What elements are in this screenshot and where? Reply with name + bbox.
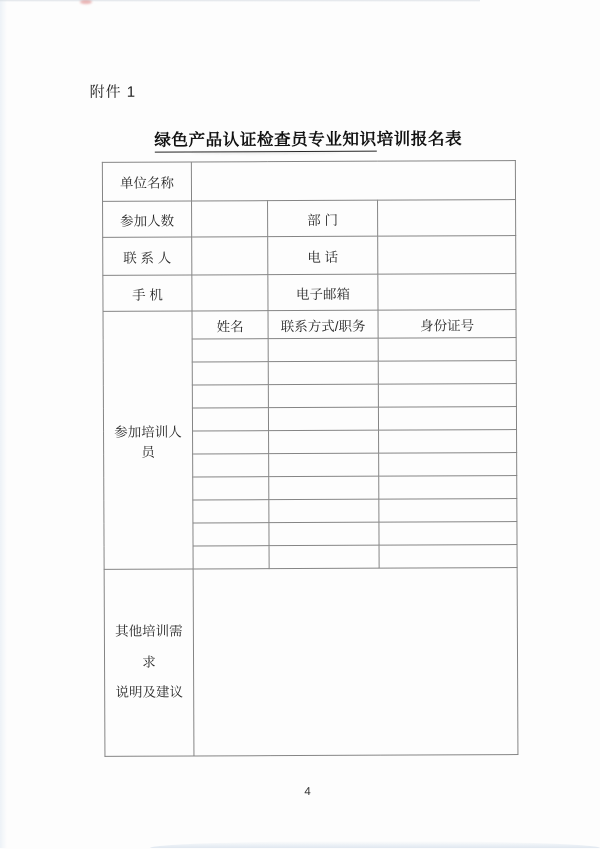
other-needs-row <box>104 568 518 757</box>
trainee-section-label: 参加培训人员 <box>103 311 193 569</box>
trainee-cell <box>378 338 516 362</box>
attachment-label: 附件 1 <box>89 83 137 101</box>
trainee-cell <box>192 385 268 408</box>
document-title-underlined: 绿色产品认证检查员专业知识 <box>154 131 376 152</box>
telephone-label: 电 话 <box>268 236 378 274</box>
trainee-cell <box>379 522 517 546</box>
trainee-col-id: 身份证号 <box>378 310 516 339</box>
trainee-cell <box>378 361 516 385</box>
document-title-rest: 培训报名表 <box>376 130 463 149</box>
trainee-cell <box>379 545 517 569</box>
trainee-col-contact: 联系方式/职务 <box>268 310 378 338</box>
contact-person-value-cell <box>192 237 268 275</box>
mobile-row <box>103 274 516 312</box>
scan-smudge-artifact <box>191 151 341 155</box>
trainee-cell <box>193 546 269 569</box>
trainee-col-name: 姓名 <box>192 311 268 339</box>
scan-red-mark-artifact <box>80 0 92 4</box>
participant-count-row <box>103 200 516 238</box>
trainee-cell <box>379 453 517 477</box>
mobile-label: 手 机 <box>103 275 192 311</box>
participant-count-value-cell <box>192 201 268 237</box>
page-number: 4 <box>304 785 311 798</box>
trainee-cell <box>193 500 269 523</box>
contact-person-label: 联 系 人 <box>103 237 192 275</box>
trainee-cell <box>269 545 379 568</box>
email-label: 电子邮箱 <box>268 274 378 310</box>
other-needs-value-cell <box>193 568 518 756</box>
trainee-cell <box>269 499 379 522</box>
trainee-cell <box>378 407 516 431</box>
scan-edge-left-artifact <box>0 0 7 848</box>
scan-edge-top-artifact <box>0 0 480 2</box>
trainee-section <box>103 310 517 570</box>
unit-name-value-cell <box>191 161 515 201</box>
unit-name-row <box>102 161 515 202</box>
department-label: 部 门 <box>268 200 378 236</box>
trainee-cell <box>193 431 269 454</box>
unit-name-label: 单位名称 <box>102 162 191 201</box>
trainee-cell <box>192 362 268 385</box>
trainee-cell <box>269 453 379 476</box>
trainee-cell <box>193 523 269 546</box>
trainee-cell <box>268 338 378 361</box>
trainee-cell <box>379 430 517 454</box>
trainee-cell <box>193 477 269 500</box>
document-title <box>102 125 515 151</box>
trainee-cell <box>268 384 378 407</box>
trainee-cell <box>192 339 268 362</box>
trainee-cell <box>193 454 269 477</box>
department-value-cell <box>378 200 516 237</box>
other-needs-label-line2: 说明及建议 <box>115 684 183 700</box>
trainee-cell <box>379 499 517 523</box>
trainee-cell <box>192 408 268 431</box>
other-needs-section <box>104 568 518 757</box>
participant-count-label: 参加人数 <box>103 201 192 237</box>
trainee-cell <box>379 476 517 500</box>
other-needs-label-line1: 其他培训需求 <box>115 623 183 670</box>
contact-person-row <box>103 236 516 276</box>
scan-edge-bottom-artifact <box>150 841 600 848</box>
trainee-cell <box>268 361 378 384</box>
trainee-cell <box>269 476 379 499</box>
telephone-value-cell <box>378 236 516 275</box>
trainee-header-row <box>103 310 516 340</box>
trainee-cell <box>268 407 378 430</box>
contact-info-section <box>102 161 516 312</box>
trainee-cell <box>269 430 379 453</box>
email-value-cell <box>378 274 516 311</box>
registration-form-table <box>102 160 519 757</box>
trainee-cell <box>378 384 516 408</box>
mobile-value-cell <box>192 275 268 311</box>
other-needs-label <box>104 569 194 756</box>
trainee-cell <box>269 522 379 545</box>
